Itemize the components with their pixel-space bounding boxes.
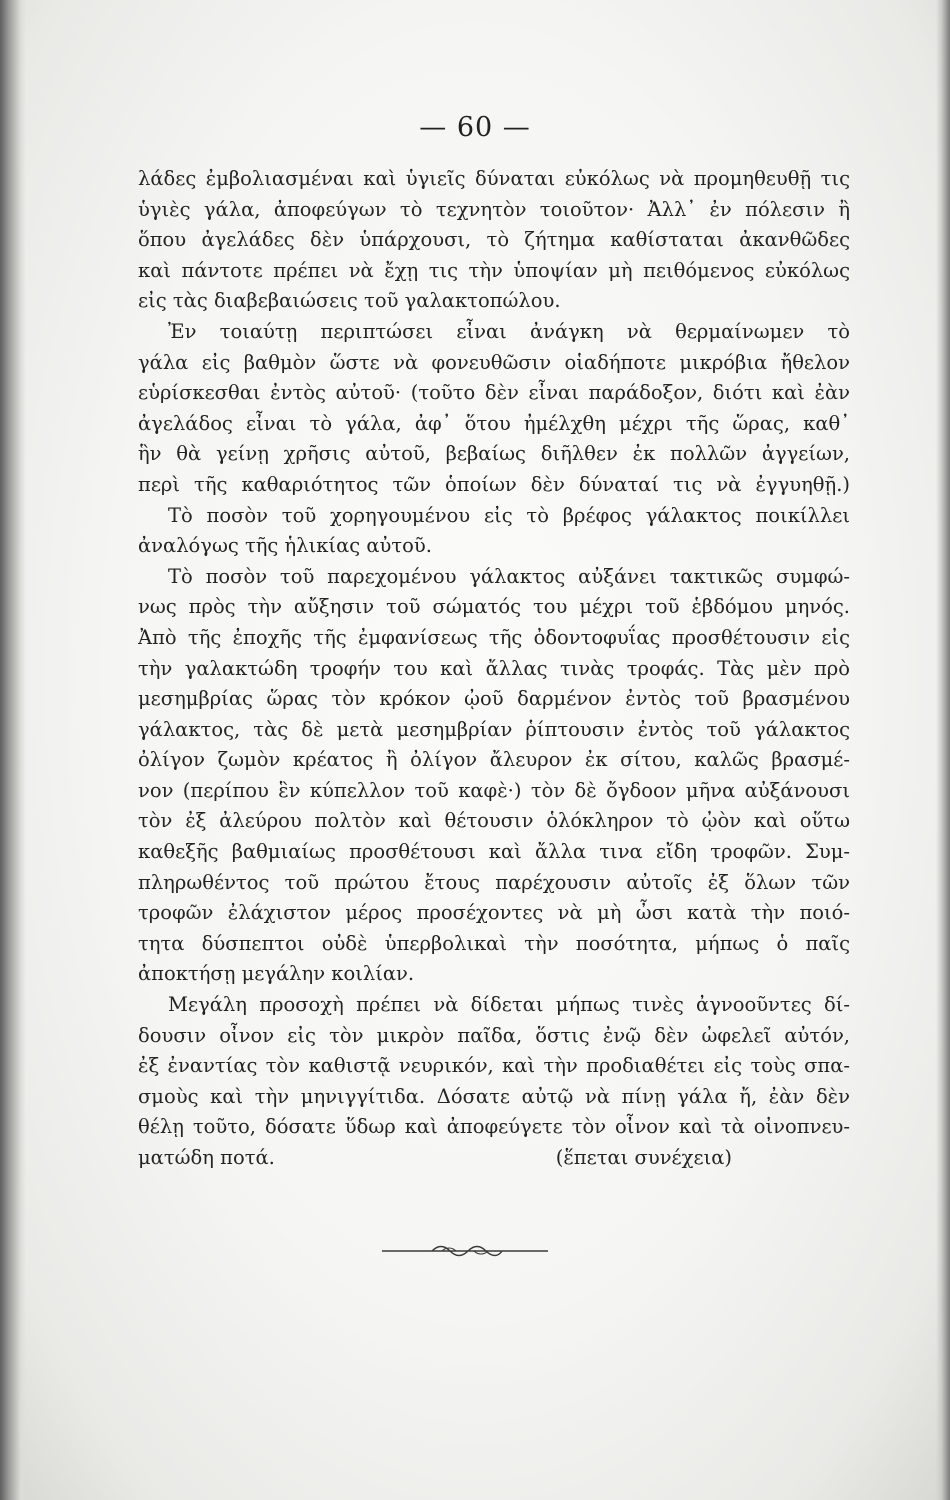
text-line: θέλῃ τοῦτο, δόσατε ὕδωρ καὶ ἀποφεύγετε τὸν οἶνον καὶ τὰ οἰνοπνευ- [138,1115,850,1139]
text-line: μεσημβρίας ὥρας τὸν κρόκον ᾠοῦ δαρμένον ἐντὸς τοῦ βρασμένου [138,687,850,711]
text-line: σμοὺς καὶ τὴν μηνιγγίτιδα. Δόσατε αὐτῷ νὰ πίνῃ γάλα ἤ, ἐὰν δὲν [138,1084,850,1108]
text-line: περὶ τῆς καθαριότητος τῶν ὁποίων δὲν δύναταί τις νὰ ἐγγυηθῇ.) [138,472,850,496]
final-line-text: ματώδη ποτά. [138,1146,275,1169]
text-line: εἰς τὰς διαβεβαιώσεις τοῦ γαλακτοπώλου. [138,289,561,313]
text-line: τὴν γαλακτώδη τροφήν του καὶ ἄλλας τινὰς τροφάς. Τὰς μὲν πρὸ [138,656,850,680]
text-line: ὅπου ἀγελάδες δὲν ὑπάρχουσι, τὸ ζήτημα καθίσταται ἀκανθῶδες [138,228,850,252]
text-line: ἣν θὰ γείνῃ χρῆσις αὐτοῦ, βεβαίως διῆλθεν ἐκ πολλῶν ἀγγείων, [138,442,850,466]
text-line: τὸν ἐξ ἀλεύρου πολτὸν καὶ θέτουσιν ὁλόκληρον τὸ ᾠὸν καὶ οὕτω [138,809,850,833]
page-left-shadow [0,0,26,1500]
text-line: νως πρὸς τὴν αὔξησιν τοῦ σώματός του μέχρι τοῦ ἑβδόμου μηνός. [138,595,850,619]
text-line: πληρωθέντος τοῦ πρώτου ἔτους παρέχουσιν αὐτοῖς ἐξ ὅλων τῶν [138,870,850,894]
final-line [138,1143,850,1174]
text-line: εὑρίσκεσθαι ἐντὸς αὐτοῦ· (τοῦτο δὲν εἶναι παράδοξον, διότι καὶ ἐὰν [138,381,850,405]
text-line: λάδες ἐμβολιασμέναι καὶ ὑγιεῖς δύναται εὐκόλως νὰ προμηθευθῇ τις [138,167,850,190]
continuation-note: (ἕπεται συνέχεια) [555,1146,732,1169]
text-line: ἀγελάδος εἶναι τὸ γάλα, ἀφ᾽ ὅτου ἠμέλχθη μέχρι τῆς ὥρας, καθ᾽ [138,411,850,435]
body-text [138,164,850,1174]
text-line: ἀναλόγως τῆς ἡλικίας αὐτοῦ. [138,534,432,558]
text-line: Τὸ ποσὸν τοῦ χορηγουμένου εἰς τὸ βρέφος γάλακτος ποικίλλει [168,503,850,527]
text-line: γάλακτος, τὰς δὲ μετὰ μεσημβρίαν ῥίπτουσιν ἐντὸς τοῦ γάλακτος [138,717,850,741]
text-line: ἀποκτήσῃ μεγάλην κοιλίαν. [138,962,415,986]
text-line: Μεγάλη προσοχὴ πρέπει νὰ δίδεται μήπως τινὲς ἀγνοοῦντες δί- [168,993,850,1017]
text-line: καθεξῆς βαθμιαίως προσθέτουσι καὶ ἄλλα τινα εἴδη τροφῶν. Συμ- [138,840,850,864]
text-line: Ἐν τοιαύτῃ περιπτώσει εἶναι ἀνάγκη νὰ θερμαίνωμεν τὸ [168,319,850,343]
text-line: Τὸ ποσὸν τοῦ παρεχομένου γάλακτος αὐξάνει τακτικῶς συμφώ- [168,564,850,588]
text-line: γάλα εἰς βαθμὸν ὥστε νὰ φονευθῶσιν οἱαδήποτε μικρόβια ἤθελον [138,350,850,374]
text-line: τητα δύσπεπτοι οὐδὲ ὑπερβολικαὶ τὴν ποσότητα, μήπως ὁ παῖς [138,931,850,955]
text-line: ὑγιὲς γάλα, ἀποφεύγων τὸ τεχνητὸν τοιοῦτον· Ἀλλ᾽ ἐν πόλεσιν ἢ [138,197,850,221]
text-line: Ἀπὸ τῆς ἐποχῆς τῆς ἐμφανίσεως τῆς ὀδοντοφυΐας προσθέτουσιν εἰς [138,625,850,649]
text-line: νον (περίπου ἓν κύπελλον τοῦ καφὲ·) τὸν δὲ ὄγδοον μῆνα αὐξάνουσι [138,778,850,802]
text-line: τροφῶν ἐλάχιστον μέρος προσέχοντες νὰ μὴ ὦσι κατὰ τὴν ποιό- [138,901,850,925]
text-line: δουσιν οἶνον εἰς τὸν μικρὸν παῖδα, ὅστις ἐνῷ δὲν ὠφελεῖ αὐτόν, [138,1023,850,1047]
ornament-divider-icon [380,1244,550,1258]
text-line: ὀλίγον ζωμὸν κρέατος ἢ ὀλίγον ἄλευρον ἐκ σίτου, καλῶς βρασμέ- [138,748,850,772]
page-right-shadow [936,0,950,1500]
text-line: καὶ πάντοτε πρέπει νὰ ἔχῃ τις τὴν ὑποψίαν μὴ πειθόμενος εὐκόλως [138,258,850,282]
page-number: — 60 — [419,112,531,143]
text-line: ἐξ ἐναντίας τὸν καθιστᾷ νευρικόν, καὶ τὴν προδιαθέτει εἰς τοὺς σπα- [138,1054,850,1078]
